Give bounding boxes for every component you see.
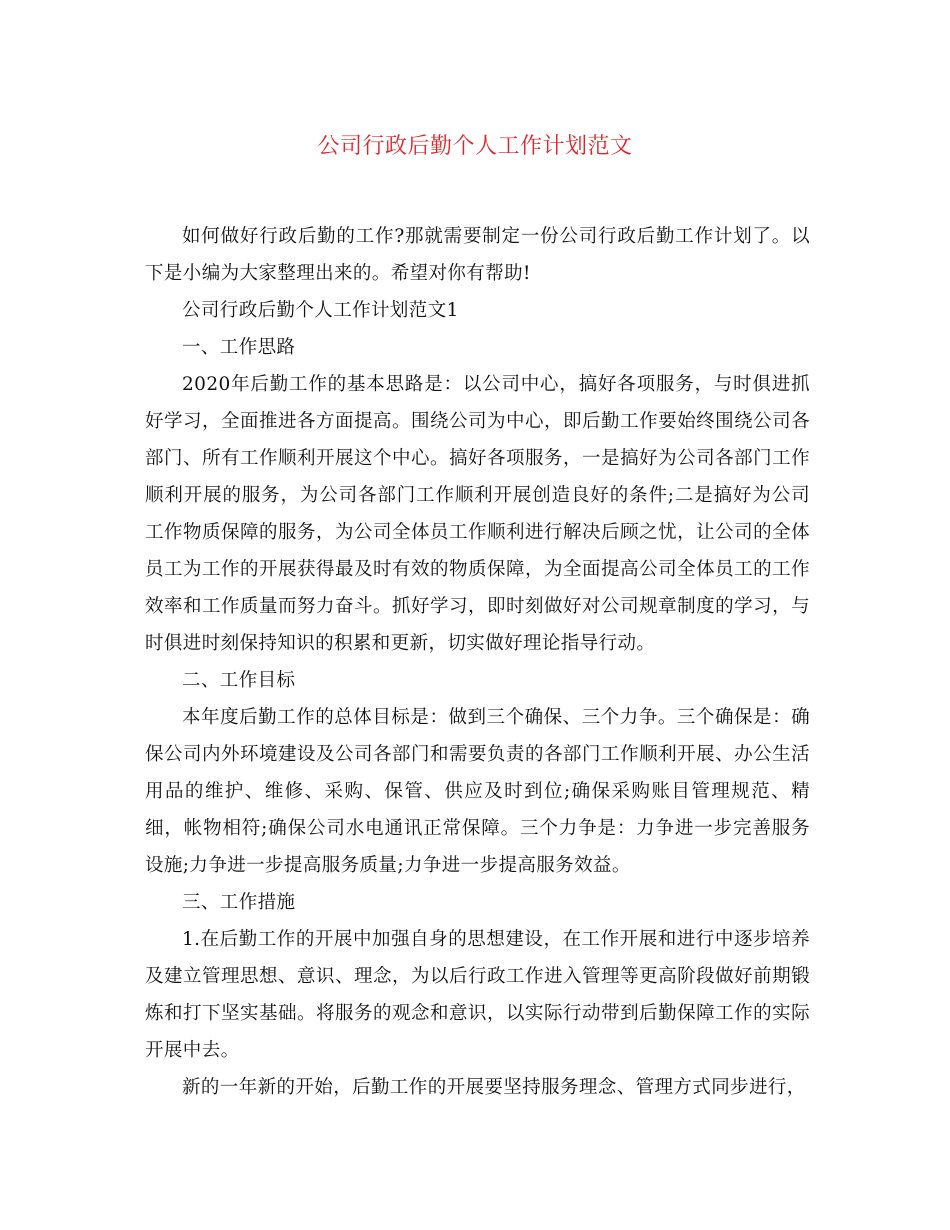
section-heading-plan-1: 公司行政后勤个人工作计划范文1 xyxy=(182,300,459,321)
paragraph-measure-1: 1.在后勤工作的开展中加强自身的思想建设，在工作开展和进行中逐步培养及建立管理思想、意识、理念，为以后行政工作进入管理等更高阶段做好前期锻炼和打下坚实基础。将服务的观念和意识，以实际行动带到后勤保障工作的实际开展中去。 xyxy=(145,929,810,1061)
paragraph-work-approach: 2020年后勤工作的基本思路是：以公司中心，搞好各项服务，与时俱进抓好学习，全面推进各方面提高。围绕公司为中心，即后勤工作要始终围绕公司各部门、所有工作顺利开展这个中心。搞好各项服务，一是搞好为公司各部门工作顺利开展的服务，为公司各部门工作顺利开展创造良好的条件;二是搞好为公司工作物质保障的服务，为公司全体员工作顺利进行解决后顾之忧，让公司的全体员工为工作的开展获得最及时有效的物质保障，为全面提高公司全体员工的工作效率和工作质量而努力奋斗。抓好学习，即时刻做好对公司规章制度的学习，与时俱进时刻保持知识的积累和更新，切实做好理论指导行动。 xyxy=(145,374,810,654)
heading-work-measures: 三、工作措施 xyxy=(182,892,296,913)
document-body xyxy=(145,218,810,1106)
heading-work-goals: 二、工作目标 xyxy=(182,670,296,691)
document-title: 公司行政后勤个人工作计划范文 xyxy=(317,134,633,159)
paragraph-work-goals: 本年度后勤工作的总体目标是：做到三个确保、三个力争。三个确保是：确保公司内外环境建设及公司各部门和需要负责的各部门工作顺利开展、办公生活用品的维护、维修、采购、保管、供应及时到位;确保采购账目管理规范、精细，帐物相符;确保公司水电通讯正常保障。三个力争是：力争进一步完善服务设施;力争进一步提高服务质量;力争进一步提高服务效益。 xyxy=(145,707,810,876)
paragraph-new-year: 新的一年新的开始，后勤工作的开展要坚持服务理念、管理方式同步进行， xyxy=(182,1077,806,1098)
heading-work-approach: 一、工作思路 xyxy=(182,337,296,358)
intro-paragraph: 如何做好行政后勤的工作?那就需要制定一份公司行政后勤工作计划了。以下是小编为大家整理出来的。希望对你有帮助! xyxy=(145,226,810,284)
